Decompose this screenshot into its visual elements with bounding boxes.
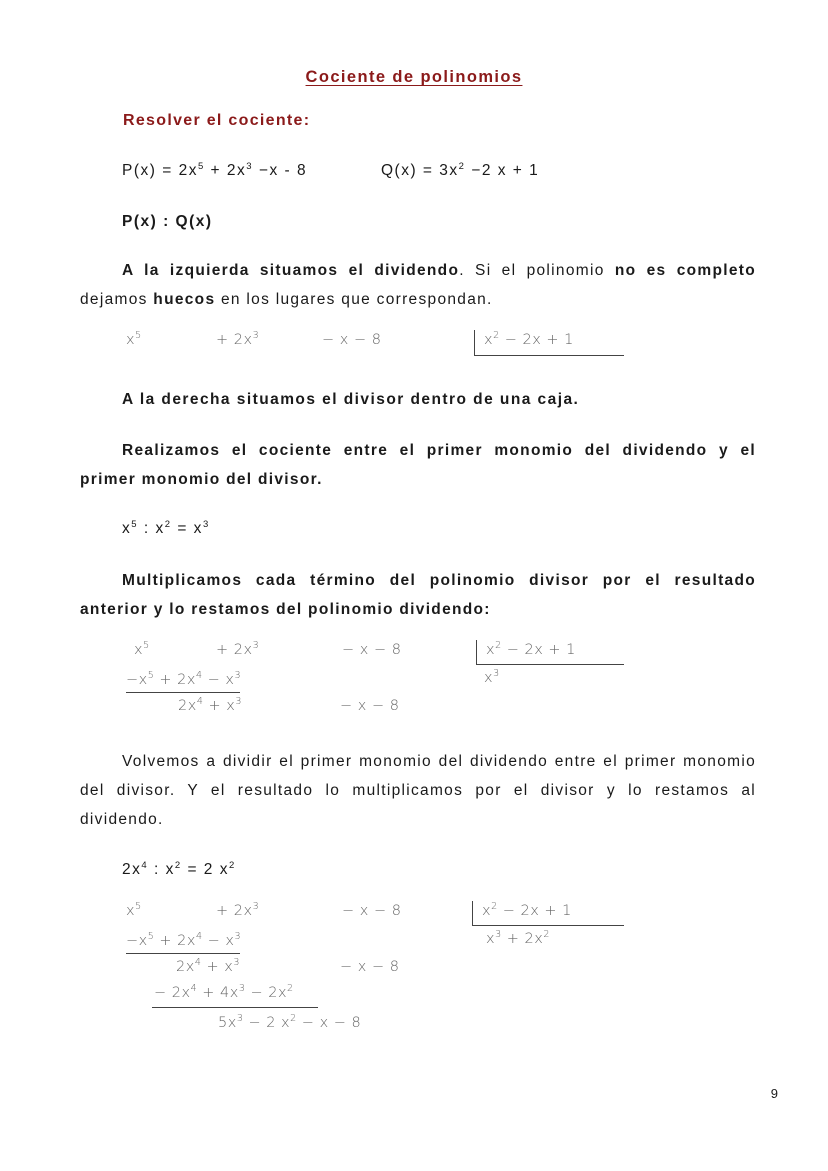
dividend-term-x-8: − x − 8 — [322, 332, 382, 348]
divisor: $x^2 - 2x + 1$ — [482, 901, 572, 919]
equation-first-quotient: $x^5$ : $x^2 = x^3$ — [122, 519, 210, 537]
remainder-row-2: $5x^3 - 2$ $x^2 - x - 8$ — [218, 1013, 362, 1031]
paragraph-quotient: Realizamos el cociente entre el primer monomio del dividendo y el primer monomio del divisor. — [80, 442, 756, 488]
subtraction-row: $-x^5 + 2x^4 - x^3$ — [126, 931, 242, 949]
paragraph-multiply: Multiplicamos cada término del polinomio divisor por el resultado anterior y lo restamos del polinomio dividendo: — [80, 572, 756, 618]
dividend-term-x5: $x^5$ — [126, 330, 142, 348]
dividend-term-x-8: − x − 8 — [342, 642, 402, 658]
division-box-horizontal — [476, 664, 624, 665]
equation-second-quotient: $2x^4$ : $x^2 = 2$ $x^2$ — [122, 860, 236, 878]
remainder-row: $2x^4 + x^3$ — [178, 696, 242, 714]
subtraction-line — [126, 692, 240, 693]
dividend-term-x5: $x^5$ — [126, 901, 142, 919]
remainder-row: $2x^4 + x^3$ — [176, 957, 240, 975]
quotient: $x^3$ — [484, 668, 500, 686]
subtraction-line-2 — [152, 1007, 318, 1008]
divisor: $x^2 - 2x + 1$ — [486, 640, 576, 658]
remainder-term-x-8: − x − 8 — [340, 698, 400, 714]
dividend-term-x5: $x^5$ — [134, 640, 150, 658]
quotient: $x^3 + 2x^2$ — [486, 929, 550, 947]
dividend-term-x-8: − x − 8 — [342, 903, 402, 919]
dividend-term-2x3: + $2x^3$ — [216, 901, 260, 919]
subtraction-line — [126, 953, 240, 954]
division-box-horizontal — [474, 355, 624, 356]
divisor: $x^2 - 2x + 1$ — [484, 330, 574, 348]
page-number: 9 — [770, 1086, 778, 1101]
division-box-vertical — [476, 640, 477, 664]
subtraction-row: $-x^5 + 2x^4 - x^3$ — [126, 670, 242, 688]
q-definition: $Q(x) = 3x^2 -2$ x + 1 — [381, 161, 540, 179]
remainder-term-x-8: − x − 8 — [340, 959, 400, 975]
page-title: Cociente de polinomios — [305, 68, 523, 86]
subtitle: Resolver el cociente: — [123, 112, 311, 129]
paragraph-dividend: A la izquierda situamos el dividendo. Si el polinomio no es completo dejamos huecos en los lugares que correspondan. — [80, 262, 756, 308]
dividend-term-2x3: + $2x^3$ — [216, 640, 260, 658]
dividend-term-2x3: + $2x^3$ — [216, 330, 260, 348]
subtraction-row-2: − $2x^4 + 4x^3 - 2x^2$ — [154, 983, 294, 1001]
p-definition: $P(x) = 2x^5 + 2x^3 -x - 8$ — [122, 161, 308, 179]
division-box-horizontal — [472, 925, 624, 926]
division-box-vertical — [472, 901, 473, 925]
operation: P(x) : Q(x) — [122, 213, 213, 230]
paragraph-repeat: Volvemos a dividir el primer monomio del dividendo entre el primer monomio del divisor. Y el resultado lo multiplicamos por el divisor y lo restamos al dividendo. — [80, 753, 756, 828]
division-box-vertical — [474, 330, 475, 355]
paragraph-divisor: A la derecha situamos el divisor dentro de una caja. — [122, 391, 580, 408]
